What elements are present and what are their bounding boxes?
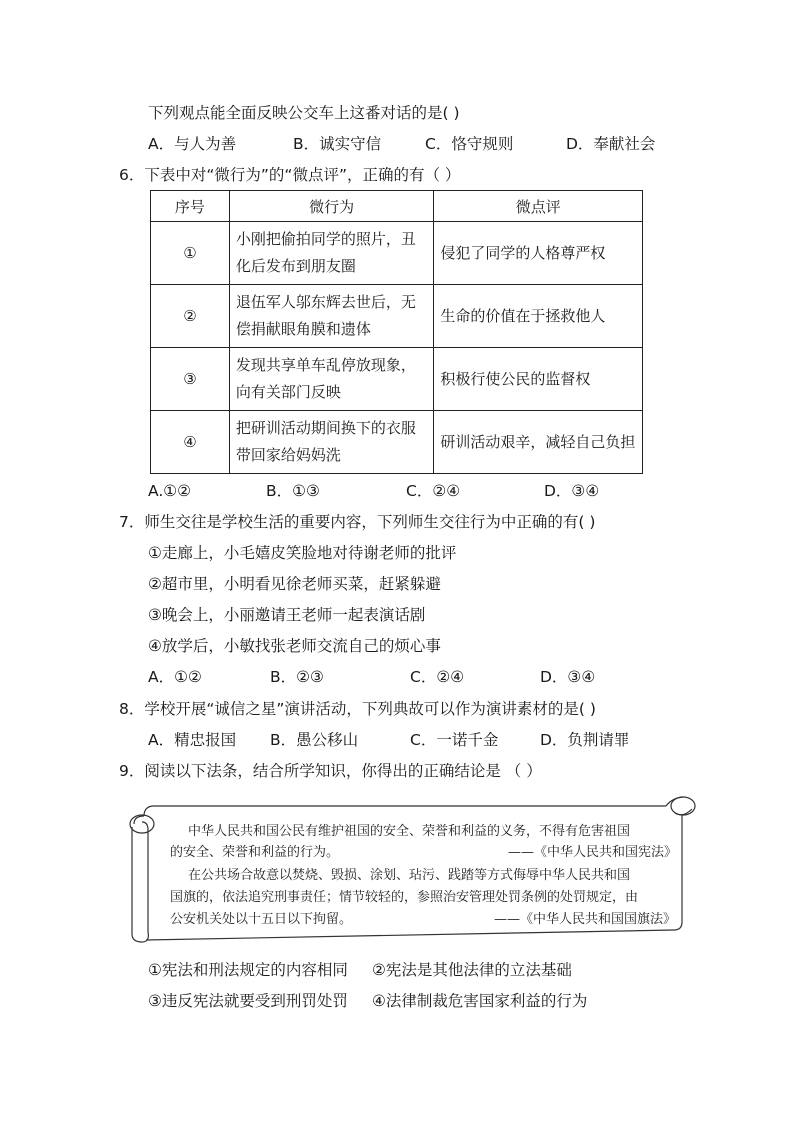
header-behavior: 微行为 — [229, 191, 434, 222]
table-row — [151, 348, 643, 411]
q6-option-c[interactable]: C．②④ — [406, 482, 461, 500]
q9-stem: 9．阅读以下法条，结合所学知识，你得出的正确结论是 （ ） — [119, 762, 542, 780]
q6-option-b[interactable]: B．①③ — [266, 482, 320, 500]
flag-law-text: 国旗的，依法追究刑事责任；情节较轻的，参照治安管理处罚条例的处罚规定，由 — [170, 890, 639, 905]
q9-item: ④法律制裁危害国家利益的行为 — [372, 992, 588, 1010]
constitution-text: 中华人民共和国公民有维护祖国的安全、荣誉和利益的义务，不得有危害祖国 — [188, 824, 631, 839]
q6-table — [150, 190, 643, 474]
row-no: ④ — [151, 411, 230, 474]
q8-options — [148, 730, 708, 750]
q6-option-d[interactable]: D．③④ — [544, 482, 600, 500]
q7-item: ①走廊上，小毛嬉皮笑脸地对待谢老师的批评 — [148, 544, 457, 562]
q7-option-a[interactable]: A．①② — [148, 668, 202, 686]
q8-option-c[interactable]: C．一诺千金 — [410, 731, 499, 749]
q5-option-a[interactable]: A．与人为善 — [148, 135, 237, 153]
q7-options — [148, 667, 708, 687]
q6-options — [148, 481, 708, 501]
header-comment: 微点评 — [434, 191, 643, 222]
flag-law-text: 公安机关处以十五日以下拘留。 — [170, 912, 353, 927]
constitution-text: 的安全、荣誉和利益的行为。 — [170, 845, 340, 860]
row-no: ③ — [151, 348, 230, 411]
flag-law-text: 在公共场合故意以焚烧、毁损、涂划、玷污、践踏等方式侮辱中华人民共和国 — [188, 868, 631, 883]
row-behavior: 小刚把偷拍同学的照片，丑化后发布到朋友圈 — [229, 222, 434, 285]
q9-item: ①宪法和刑法规定的内容相同 — [148, 961, 348, 979]
row-behavior: 把研训活动期间换下的衣服带回家给妈妈洗 — [229, 411, 434, 474]
q7-stem: 7．师生交往是学校生活的重要内容，下列师生交往行为中正确的有( ) — [119, 513, 596, 531]
q7-option-b[interactable]: B．②③ — [270, 668, 324, 686]
q7-item: ②超市里，小明看见徐老师买菜，赶紧躲避 — [148, 575, 441, 593]
row-no: ① — [151, 222, 230, 285]
q5-option-c[interactable]: C．恪守规则 — [425, 135, 514, 153]
row-comment: 侵犯了同学的人格尊严权 — [434, 222, 643, 285]
row-no: ② — [151, 285, 230, 348]
row-comment: 生命的价值在于拯救他人 — [434, 285, 643, 348]
q9-item: ③违反宪法就要受到刑罚处罚 — [148, 992, 348, 1010]
header-no: 序号 — [151, 191, 230, 222]
row-comment: 积极行使公民的监督权 — [434, 348, 643, 411]
table-row — [151, 222, 643, 285]
q9-items-row — [148, 960, 708, 980]
table-row — [151, 285, 643, 348]
q7-option-c[interactable]: C．②④ — [410, 668, 465, 686]
q5-options — [148, 134, 708, 154]
flag-law-source: ——《中华人民共和国国旗法》 — [494, 912, 677, 927]
q7-item: ③晚会上，小丽邀请王老师一起表演话剧 — [148, 606, 426, 624]
q9-item: ②宪法是其他法律的立法基础 — [372, 961, 572, 979]
row-behavior: 发现共享单车乱停放现象，向有关部门反映 — [229, 348, 434, 411]
table-header-row — [151, 191, 643, 222]
q7-option-d[interactable]: D．③④ — [540, 668, 596, 686]
q8-option-b[interactable]: B．愚公移山 — [270, 731, 359, 749]
q7-item: ④放学后，小敏找张老师交流自己的烦心事 — [148, 637, 441, 655]
row-behavior: 退伍军人邬东辉去世后，无偿捐献眼角膜和遗体 — [229, 285, 434, 348]
q9-items-row — [148, 991, 708, 1011]
q6-stem: 6．下表中对“微行为”的“微点评”，正确的有（ ） — [119, 166, 461, 184]
q5-option-b[interactable]: B．诚实守信 — [293, 135, 382, 153]
table-row — [151, 411, 643, 474]
law-scroll — [126, 794, 698, 946]
q8-option-d[interactable]: D．负荆请罪 — [540, 731, 630, 749]
q5-option-d[interactable]: D．奉献社会 — [566, 135, 656, 153]
constitution-source: ——《中华人民共和国宪法》 — [508, 845, 678, 860]
q8-stem: 8．学校开展“诚信之星”演讲活动，下列典故可以作为演讲素材的是( ) — [119, 700, 596, 718]
q8-option-a[interactable]: A．精忠报国 — [148, 731, 237, 749]
q6-option-a[interactable]: A.①② — [148, 482, 192, 500]
row-comment: 研训活动艰辛，减轻自己负担 — [434, 411, 643, 474]
q5-stem-end: 下列观点能全面反映公交车上这番对话的是( ) — [148, 104, 460, 122]
